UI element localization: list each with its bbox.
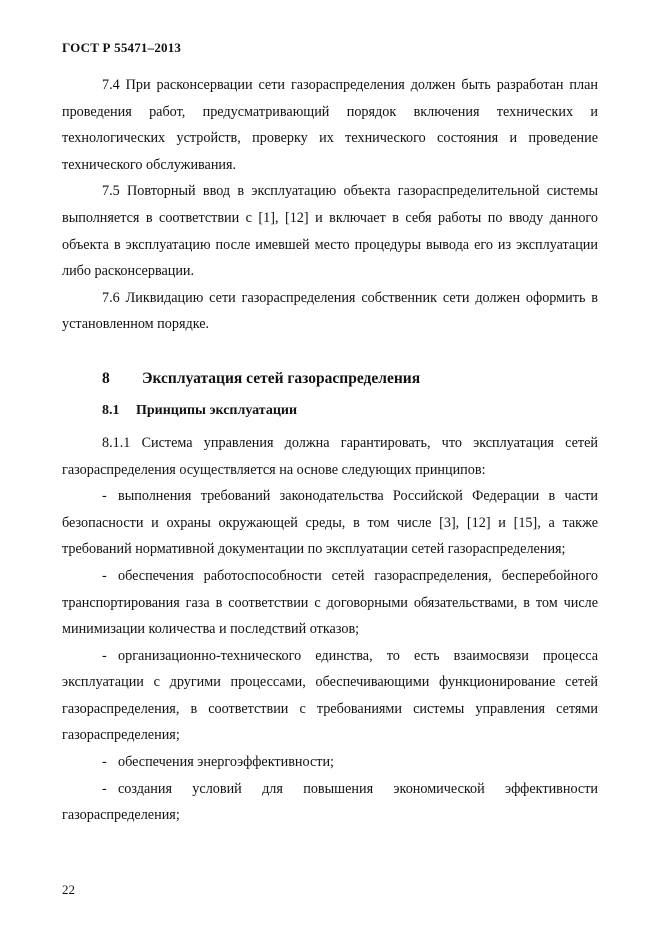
list-item	[62, 483, 598, 563]
list-item-text: организационно-технического единства, то есть взаимосвязи процесса эксплуатации с другими процессами, обеспечивающими функционирование сетей газораспределения, в соответствии с требованиями системы управления сетями газораспределения;	[62, 647, 598, 744]
section-number: 8	[102, 369, 110, 387]
paragraph-7-6: 7.6 Ликвидацию сети газораспределения собственник сети должен оформить в установленном порядке.	[62, 289, 598, 333]
paragraph-8-1-1: 8.1.1 Система управления должна гарантировать, что эксплуатация сетей газораспределения осуществляется на основе следующих принципов:	[62, 434, 598, 478]
paragraph-7-5: 7.5 Повторный ввод в эксплуатацию объекта газораспределительной системы выполняется в соответствии с [1], [12] и включает в себя работы по вводу данного объекта в эксплуатацию после имевшей место процедуры вывода его из эксплуатации либо расконсервации.	[62, 183, 598, 280]
list-dash: -	[102, 647, 107, 664]
page-number: 22	[62, 882, 75, 897]
list-dash: -	[102, 567, 107, 584]
list-item	[62, 776, 598, 829]
subsection-number: 8.1	[102, 402, 120, 418]
document-body	[62, 72, 598, 829]
list-dash: -	[102, 780, 107, 797]
page-header: ГОСТ Р 55471–2013	[62, 40, 182, 55]
list-item-text: выполнения требований законодательства Российской Федерации в части безопасности и охраны окружающей среды, в том числе [3], [12] и [15], а также требований нормативной документации по эксплуатации сетей газораспределения;	[62, 488, 598, 558]
list-item	[62, 563, 598, 643]
section-title: Эксплуатация сетей газораспределения	[142, 369, 421, 387]
list-item-text: обеспечения работоспособности сетей газораспределения, бесперебойного транспортирования газа в соответствии с договорными обязательствами, в том числе минимизации количества и последствий отказов;	[62, 567, 598, 638]
section-heading	[102, 364, 598, 394]
list-item	[62, 749, 598, 776]
subsection-title: Принципы эксплуатации	[136, 402, 298, 418]
list-item-text: создания условий для повышения экономической эффективности газораспределения;	[62, 780, 598, 824]
list-item	[62, 643, 598, 749]
subsection-heading	[102, 398, 598, 424]
list-item-text: обеспечения энергоэффективности;	[118, 754, 334, 771]
list-dash: -	[102, 488, 107, 505]
paragraph-7-4: 7.4 При расконсервации сети газораспределения должен быть разработан план проведения работ, предусматривающий порядок включения технических и технологических устройств, проверку их технического состояния и проведение технического обслуживания.	[62, 77, 598, 173]
list-dash: -	[102, 754, 107, 771]
